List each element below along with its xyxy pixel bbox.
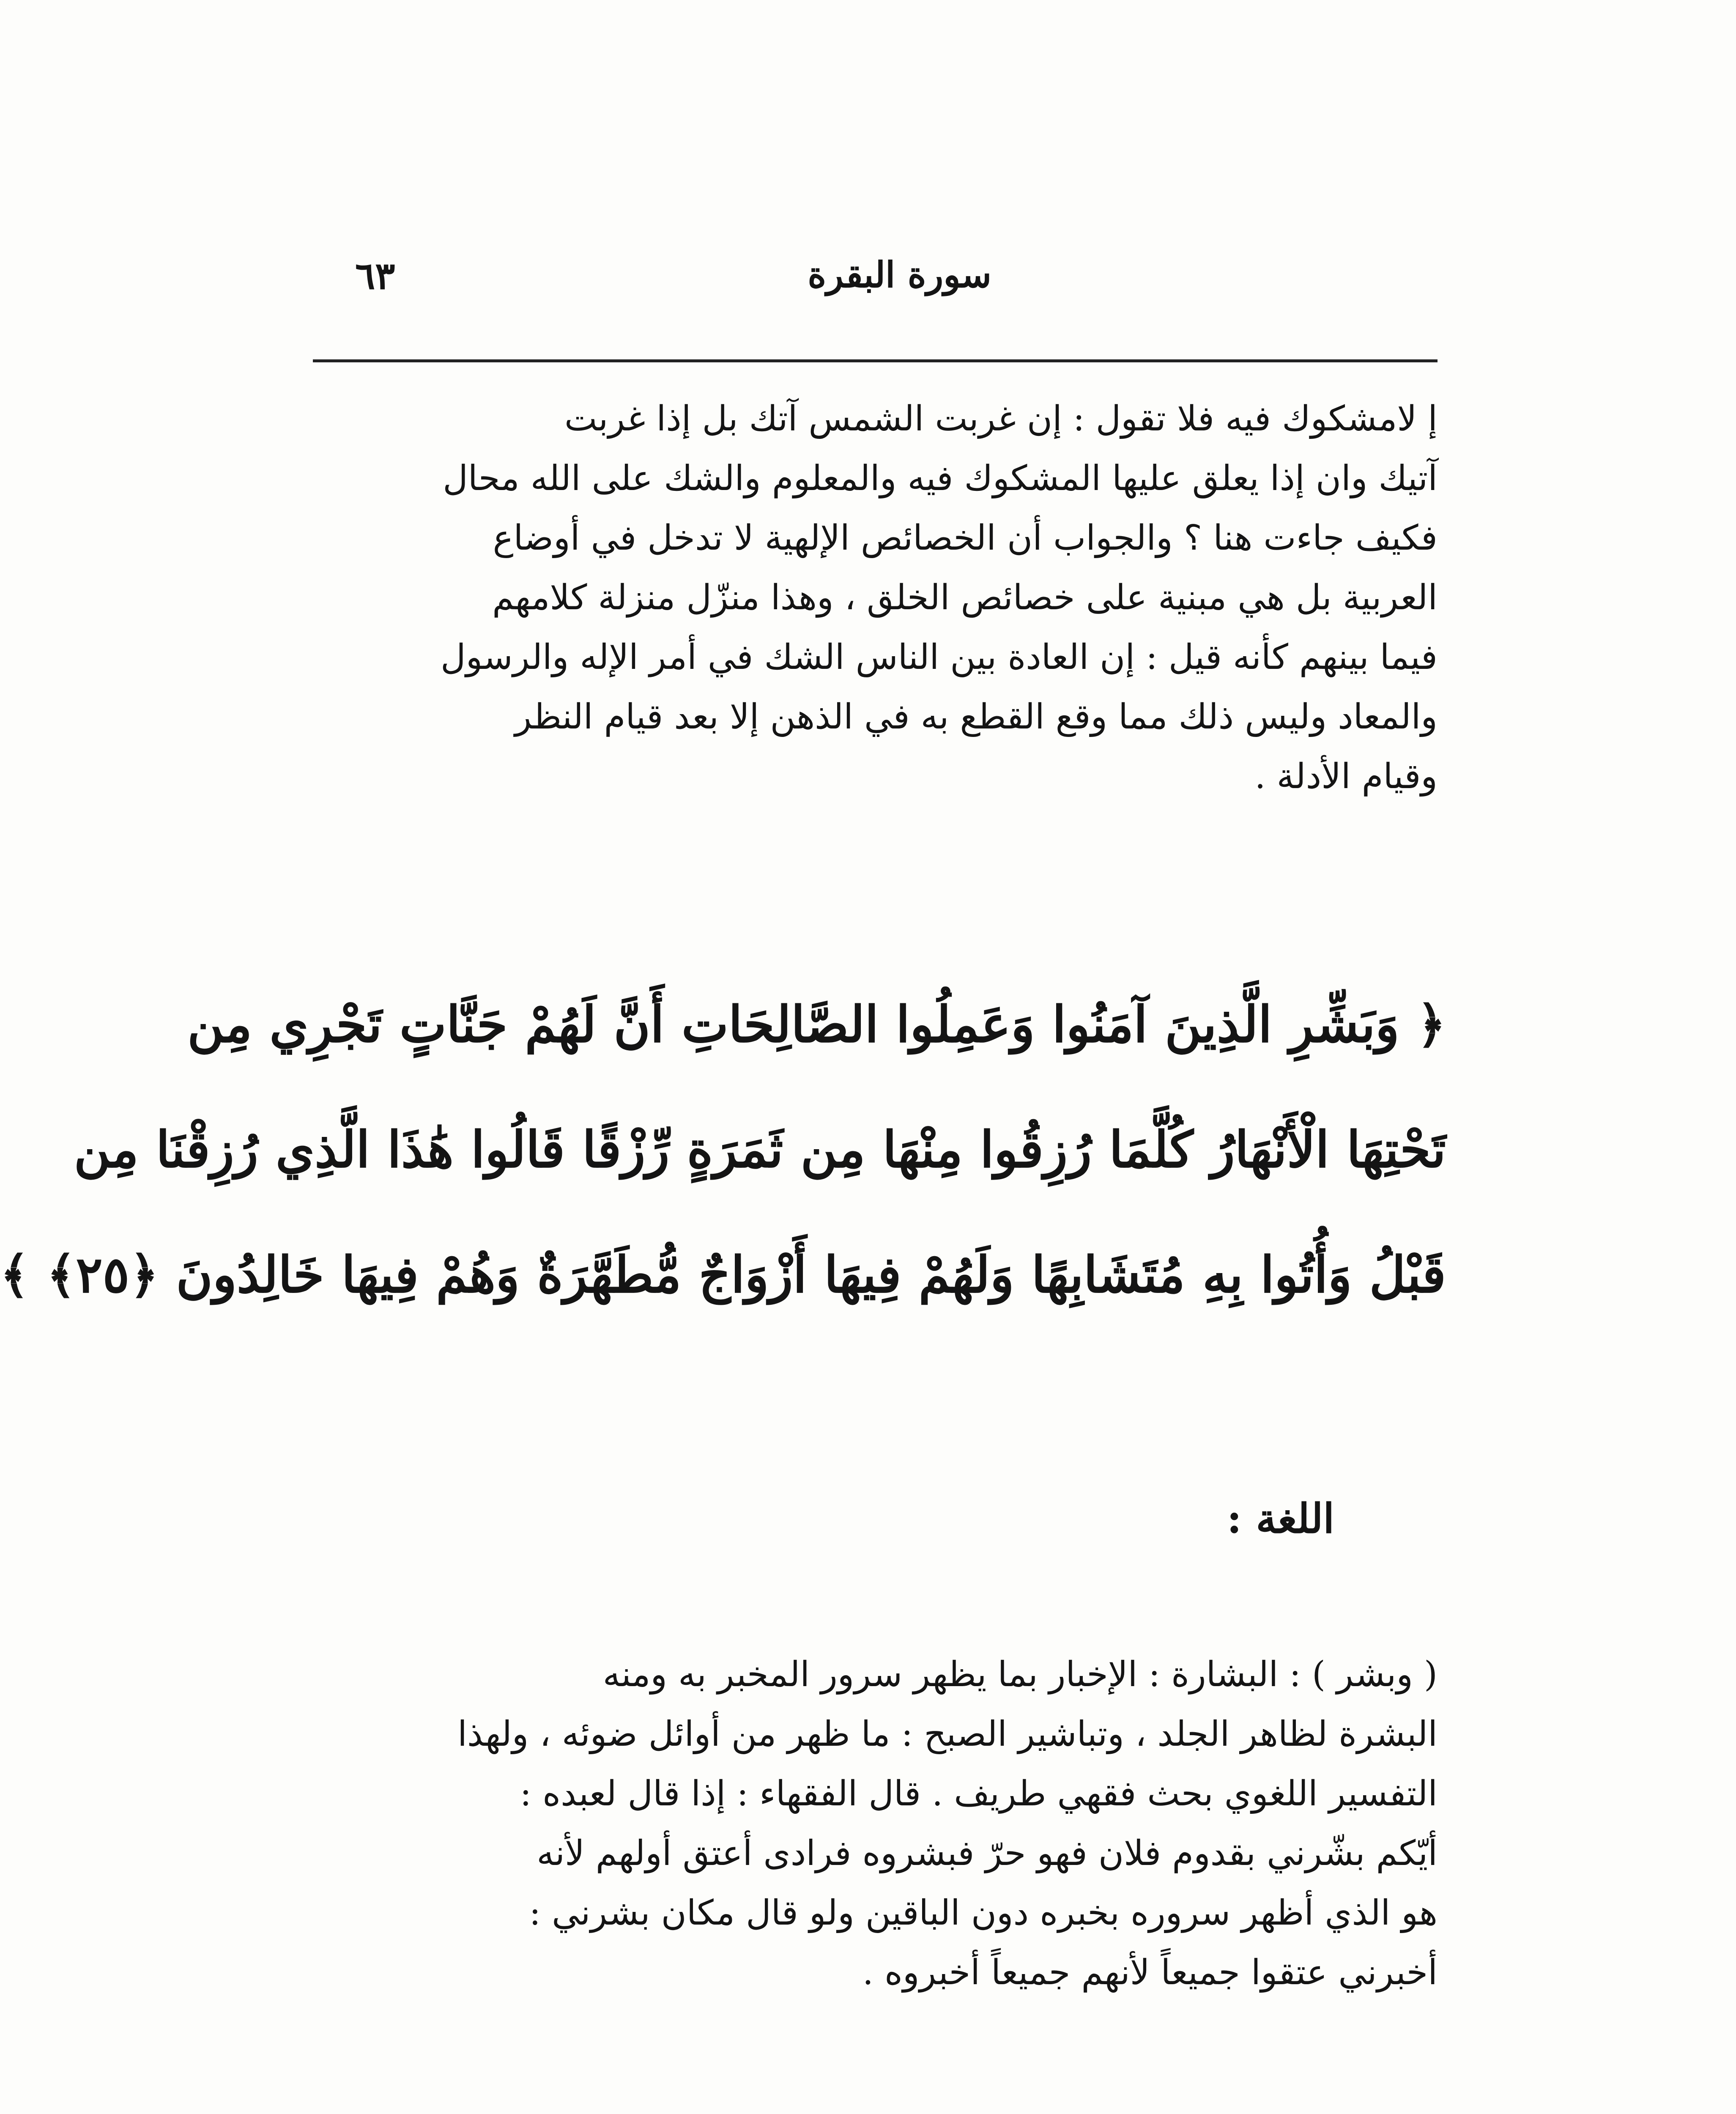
paragraph-line: العربية بل هي مبنية على خصائص الخلق ، وهذا منزّل منزلة كلامهم [492, 578, 1438, 618]
page-number: ٦٣ [355, 254, 395, 298]
quran-verse [0, 962, 1446, 1337]
paragraph-line: آتيك وان إذا يعلق عليها المشكوك فيه والمعلوم والشك على الله محال [443, 458, 1438, 498]
lexical-paragraph [296, 1645, 1438, 2002]
paragraph-line: البشرة لظاهر الجلد ، وتباشير الصبح : ما ظهر من أوائل ضوئه ، ولهذا [457, 1714, 1438, 1754]
paragraph-line: وقيام الأدلة . [1254, 756, 1438, 797]
intro-paragraph [296, 389, 1438, 806]
section-heading: اللغة : [1227, 1495, 1334, 1542]
page-header [313, 254, 1438, 313]
sura-title: سورة البقرة [808, 254, 991, 296]
paragraph-line: أيّكم بشّرني بقدوم فلان فهو حرّ فبشروه فرادى أعتق أولهم لأنه [537, 1833, 1438, 1873]
paragraph-line: هو الذي أظهر سروره بخبره دون الباقين ولو قال مكان بشرني : [529, 1893, 1438, 1933]
header-divider [313, 359, 1438, 362]
paragraph-line: فيما بينهم كأنه قيل : إن العادة بين الناس الشك في أمر الإله والرسول [441, 637, 1438, 677]
verse-line: تَحْتِهَا الْأَنْهَارُ كُلَّمَا رُزِقُوا مِنْهَا مِن ثَمَرَةٍ رِّزْقًا قَالُوا هَٰذَا الَّذِي رُزِقْنَا مِن [74, 1120, 1446, 1179]
paragraph-line: ( وبشر ) : البشارة : الإخبار بما يظهر سرور المخبر به ومنه [602, 1654, 1438, 1695]
paragraph-line: التفسير اللغوي بحث فقهي طريف . قال الفقهاء : إذا قال لعبده : [520, 1774, 1438, 1814]
paragraph-line: فكيف جاءت هنا ؟ والجواب أن الخصائص الإلهية لا تدخل في أوضاع [493, 518, 1438, 558]
paragraph-line: والمعاد وليس ذلك مما وقع القطع به في الذهن إلا بعد قيام النظر [515, 697, 1438, 737]
verse-line: قَبْلُ وَأُتُوا بِهِ مُتَشَابِهًا وَلَهُمْ فِيهَا أَزْوَاجٌ مُّطَهَّرَةٌ وَهُمْ فِيهَا خَالِدُونَ ﴿٢٥﴾ ﴾ [0, 1245, 1446, 1304]
verse-line: ﴿ وَبَشِّرِ الَّذِينَ آمَنُوا وَعَمِلُوا الصَّالِحَاتِ أَنَّ لَهُمْ جَنَّاتٍ تَجْرِي مِن [187, 995, 1446, 1054]
paragraph-line: أخبرني عتقوا جميعاً لأنهم جميعاً أخبروه . [862, 1952, 1438, 1993]
paragraph-line: إ لامشكوك فيه فلا تقول : إن غربت الشمس آتك بل إذا غربت [564, 399, 1438, 439]
